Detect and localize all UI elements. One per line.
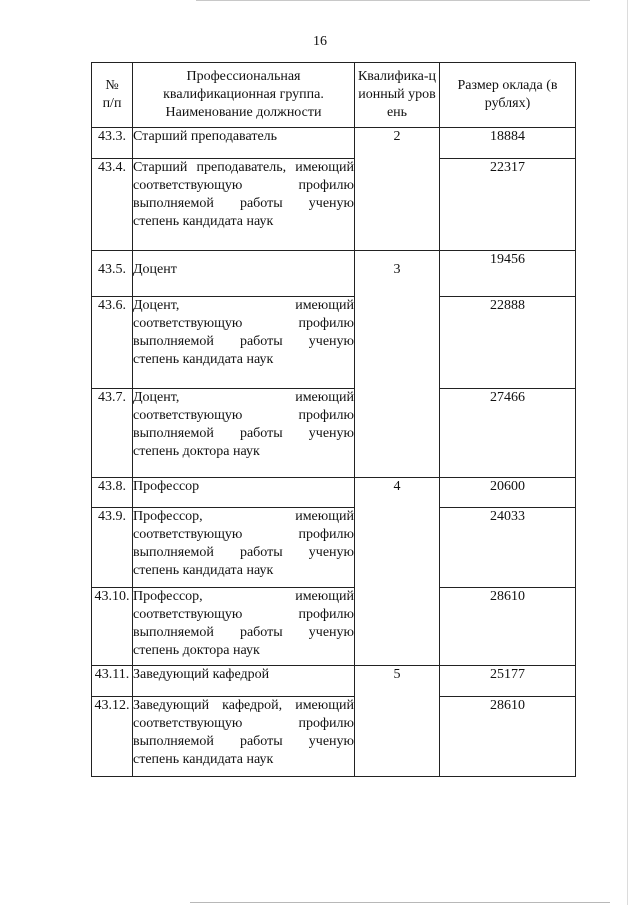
table-row [92,128,576,159]
header-num: № п/п [92,63,133,128]
salary-value: 25177 [440,666,576,697]
page-number: 16 [313,34,327,49]
salary-table [91,62,576,777]
row-number: 43.9. [92,508,133,588]
salary-value: 19456 [440,251,576,297]
table-row [92,251,576,297]
salary-value: 27466 [440,389,576,478]
salary-value: 28610 [440,588,576,666]
header-salary: Размер оклада (в рублях) [440,63,576,128]
salary-value: 22317 [440,159,576,251]
position-name: Заведующий кафедрой, имеющий соответствующую профилю выполняемой работы ученую степень кандидата наук [133,697,355,777]
table-row [92,478,576,508]
position-name: Профессор, имеющий соответствующую профилю выполняемой работы ученую степень кандидата наук [133,508,355,588]
salary-value: 28610 [440,697,576,777]
scan-edge-right [627,0,628,905]
table-row [92,508,576,588]
table-row [92,297,576,389]
position-name: Профессор, имеющий соответствующую профилю выполняемой работы ученую степень доктора наук [133,588,355,666]
salary-value: 18884 [440,128,576,159]
qualification-level: 2 [355,128,440,251]
scan-edge-bottom [190,902,610,903]
header-position: Профессиональная квалификационная группа. Наименование должности [133,63,355,128]
row-number: 43.6. [92,297,133,389]
qualification-level: 3 [355,251,440,478]
position-name: Старший преподаватель [133,128,355,159]
row-number: 43.5. [92,251,133,297]
table-row [92,159,576,251]
row-number: 43.7. [92,389,133,478]
qualification-level: 5 [355,666,440,777]
position-name: Доцент [133,251,355,297]
table-row [92,697,576,777]
position-name: Профессор [133,478,355,508]
salary-value: 24033 [440,508,576,588]
position-name: Заведующий кафедрой [133,666,355,697]
salary-value: 20600 [440,478,576,508]
row-number: 43.8. [92,478,133,508]
position-name: Доцент, имеющий соответствующую профилю выполняемой работы ученую степень кандидата наук [133,297,355,389]
scan-edge-top [196,0,590,1]
row-number: 43.12. [92,697,133,777]
table-row [92,389,576,478]
header-level: Квалифика-ционный уровень [355,63,440,128]
position-name: Старший преподаватель, имеющий соответствующую профилю выполняемой работы ученую степень кандидата наук [133,159,355,251]
table-header-row [92,63,576,128]
salary-value: 22888 [440,297,576,389]
row-number: 43.11. [92,666,133,697]
row-number: 43.10. [92,588,133,666]
row-number: 43.4. [92,159,133,251]
row-number: 43.3. [92,128,133,159]
qualification-level: 4 [355,478,440,666]
table-row [92,666,576,697]
position-name: Доцент, имеющий соответствующую профилю выполняемой работы ученую степень доктора наук [133,389,355,478]
table-row [92,588,576,666]
